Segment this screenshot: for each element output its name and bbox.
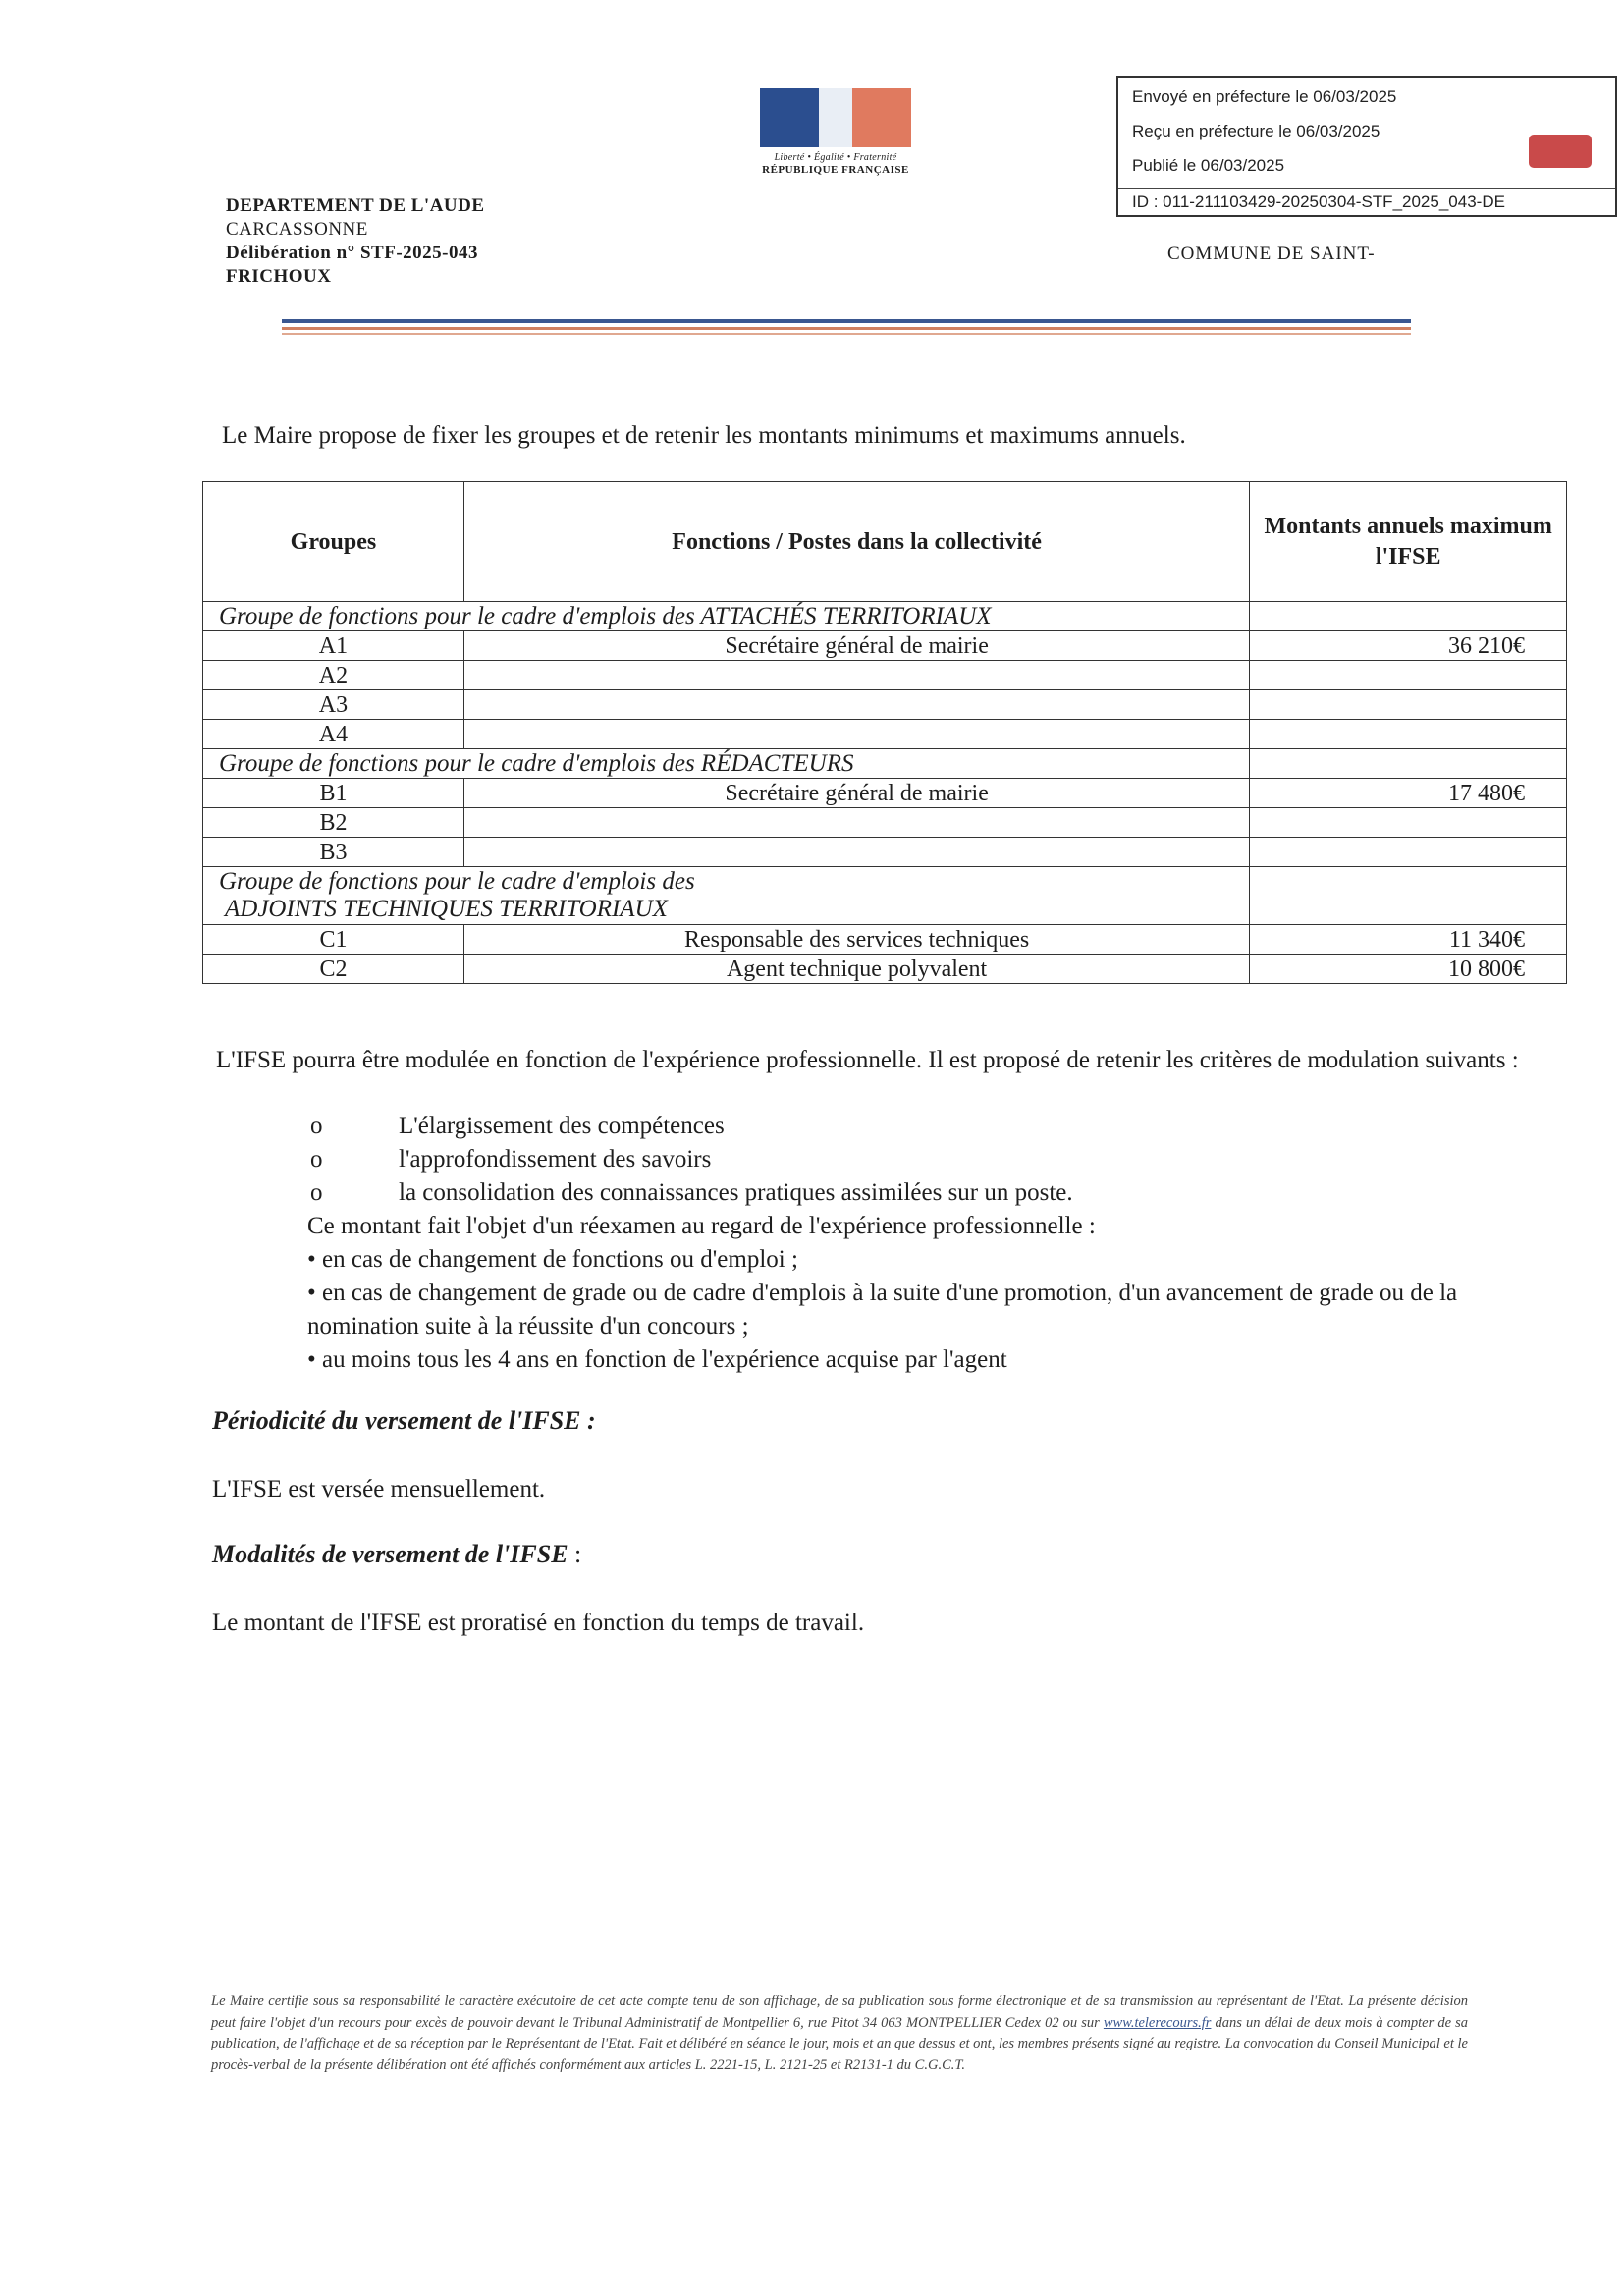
table-header-row: [203, 482, 1567, 602]
cell-group: C1: [203, 925, 464, 955]
cell-amount: [1250, 838, 1567, 867]
group-adjoints: [203, 867, 1250, 925]
col-header-groups: Groupes: [203, 482, 464, 602]
table-row: [203, 838, 1567, 867]
exam-intro: Ce montant fait l'objet d'un réexamen au regard de l'expérience professionnelle :: [307, 1213, 1096, 1239]
periodicity-text: L'IFSE est versée mensuellement.: [212, 1476, 546, 1503]
cell-group: B1: [203, 779, 464, 808]
cell-function: [463, 808, 1249, 838]
group-redacteurs: Groupe de fonctions pour le cadre d'emplois des RÉDACTEURS: [203, 749, 1250, 779]
bullet-mark: o: [310, 1113, 323, 1139]
city-name: CARCASSONNE: [226, 219, 368, 240]
modulation-intro: L'IFSE pourra être modulée en fonction de l'expérience professionnelle. Il est proposé de retenir les critères de modulation suivants :: [216, 1047, 1519, 1073]
criterion-text: la consolidation des connaissances pratiques assimilées sur un poste.: [399, 1179, 1073, 1206]
criterion-text: l'approfondissement des savoirs: [399, 1146, 712, 1173]
cell-group: B2: [203, 808, 464, 838]
cell-group: A4: [203, 720, 464, 749]
table-row: [203, 925, 1567, 955]
cell-amount: [1250, 690, 1567, 720]
table-group-row: [203, 867, 1567, 925]
cell-amount: 36 210€: [1250, 631, 1567, 661]
cell-function: [463, 690, 1249, 720]
stamp-published: Publié le 06/03/2025: [1132, 156, 1285, 175]
cell-amount: 11 340€: [1250, 925, 1567, 955]
col-header-amount: Montants annuels maximum l'IFSE: [1250, 482, 1567, 602]
logo-motto: Liberté • Égalité • Fraternité: [774, 152, 897, 163]
place-name: FRICHOUX: [226, 266, 332, 287]
republique-francaise-logo: [757, 88, 914, 176]
bullet-mark: o: [310, 1179, 323, 1206]
periodicity-title: Périodicité du versement de l'IFSE :: [212, 1406, 596, 1435]
table-row: [203, 631, 1567, 661]
modalities-text: Le montant de l'IFSE est proratisé en fonction du temps de travail.: [212, 1610, 865, 1636]
commune-name: COMMUNE DE SAINT-: [1167, 244, 1376, 264]
group-adjoints-line2: ADJOINTS TECHNIQUES TERRITORIAUX: [225, 896, 668, 922]
modalities-title: Modalités de versement de l'IFSE: [212, 1540, 568, 1568]
table-row: [203, 955, 1567, 984]
header-divider-accent: [282, 327, 1411, 330]
cell-function: Responsable des services techniques: [463, 925, 1249, 955]
prefecture-stamp: [1116, 76, 1617, 217]
table-group-row: [203, 749, 1567, 779]
cell-group: B3: [203, 838, 464, 867]
table-group-row: [203, 602, 1567, 631]
cell-amount: 10 800€: [1250, 955, 1567, 984]
cell-function: Secrétaire général de mairie: [463, 779, 1249, 808]
cell-function: [463, 720, 1249, 749]
legal-footer: [211, 1992, 1468, 2076]
modalities-title-suffix: :: [568, 1540, 582, 1568]
table-row: [203, 808, 1567, 838]
cell-function: Agent technique polyvalent: [463, 955, 1249, 984]
table-row: [203, 661, 1567, 690]
bullet-mark: o: [310, 1146, 323, 1173]
ifse-table: [202, 481, 1567, 984]
col-header-functions: Fonctions / Postes dans la collectivité: [463, 482, 1249, 602]
table-row: [203, 690, 1567, 720]
cell-amount: 17 480€: [1250, 779, 1567, 808]
cell-group: A2: [203, 661, 464, 690]
berger-levrault-logo-icon: [1529, 135, 1592, 168]
cell-amount: [1250, 720, 1567, 749]
department-name: DEPARTEMENT DE L'AUDE: [226, 195, 485, 216]
deliberation-number: Délibération n° STF-2025-043: [226, 243, 478, 263]
reexamination-block: [307, 1210, 1564, 1377]
modalities-heading: [212, 1540, 581, 1569]
table-row: [203, 779, 1567, 808]
logo-country: RÉPUBLIQUE FRANÇAISE: [762, 164, 909, 176]
stamp-id: ID : 011-211103429-20250304-STF_2025_043-DE: [1118, 188, 1615, 212]
exam-case: • au moins tous les 4 ans en fonction de l'expérience acquise par l'agent: [307, 1346, 1007, 1373]
stamp-sent: Envoyé en préfecture le 06/03/2025: [1132, 87, 1397, 106]
group-attaches: Groupe de fonctions pour le cadre d'emplois des ATTACHÉS TERRITORIAUX: [203, 602, 1250, 631]
intro-paragraph: Le Maire propose de fixer les groupes et de retenir les montants minimums et maximums annuels.: [222, 422, 1186, 449]
cell-amount: [1250, 661, 1567, 690]
group-adjoints-line1: Groupe de fonctions pour le cadre d'emplois des: [219, 868, 695, 895]
cell-group: C2: [203, 955, 464, 984]
telerecours-link[interactable]: www.telerecours.fr: [1103, 2014, 1212, 2031]
marianne-icon: [760, 88, 911, 147]
stamp-received: Reçu en préfecture le 06/03/2025: [1132, 122, 1380, 140]
header-divider: [282, 319, 1411, 323]
criterion-text: L'élargissement des compétences: [399, 1113, 725, 1139]
cell-group: A3: [203, 690, 464, 720]
cell-function: [463, 838, 1249, 867]
cell-function: [463, 661, 1249, 690]
cell-group: A1: [203, 631, 464, 661]
exam-case: • en cas de changement de fonctions ou d'emploi ;: [307, 1246, 798, 1273]
footer-text-part2: dans un délai de deux mois à compter de sa publication, de l'affichage et de sa réception par le Représentant de l'Etat. Fait et délibéré en séance le jour, mois et an que dessus et ont, les membres présents signé au registre. La convocation du Conseil Municipal et le procès-verbal de la présente délibération ont été affichés conformément aux articles L. 2221-15, L. 2121-25 et R2131-1 du C.G.C.T.: [211, 2014, 1468, 2073]
footer-text-part1: Le Maire certifie sous sa responsabilité le caractère exécutoire de cet acte compte tenu de son affichage, de sa publication sous forme électronique et de sa transmission au représentant de l'Etat. La présente décision peut faire l'objet d'un recours pour excès de pouvoir devant le Tribunal Administratif de Montpellier 6, rue Pitot 34 063 MONTPELLIER Cedex 02 ou sur: [211, 1994, 1468, 2031]
header-divider-accent-light: [282, 333, 1411, 335]
table-row: [203, 720, 1567, 749]
cell-function: Secrétaire général de mairie: [463, 631, 1249, 661]
cell-amount: [1250, 808, 1567, 838]
exam-case: • en cas de changement de grade ou de cadre d'emplois à la suite d'une promotion, d'un avancement de grade ou de la nomination suite à la réussite d'un concours ;: [307, 1280, 1458, 1339]
department-header: [226, 194, 485, 289]
